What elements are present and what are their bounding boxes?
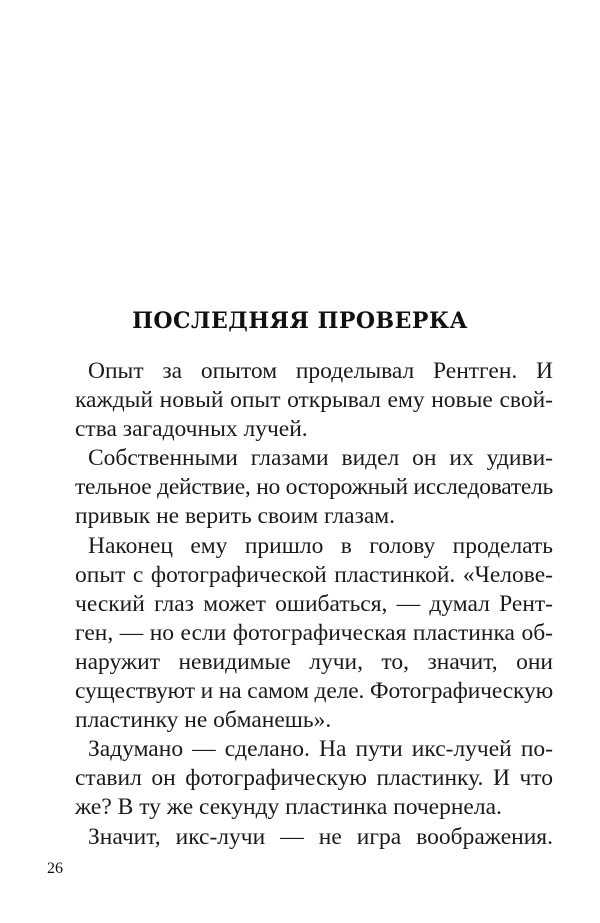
text-line: опыт с фотографической пластинкой. «Челове- <box>75 561 553 588</box>
text-line: ген, — но если фотографическая пластинка об- <box>75 619 553 646</box>
text-line: Задумано — сделано. На пути икс-лучей по- <box>88 736 553 763</box>
text-line: существуют и на самом деле. Фотографическую <box>75 678 553 705</box>
text-line: ставил он фотографическую пластинку. И что <box>75 765 553 792</box>
text-line: пластинку не обманешь». <box>75 707 332 734</box>
text-line: ства загадочных лучей. <box>75 416 308 443</box>
text-line: Наконец ему пришло в голову проделать <box>88 532 553 559</box>
page-number: 26 <box>47 860 63 877</box>
text-line: тельное действие, но осторожный исследователь <box>75 474 553 501</box>
chapter-title: ПОСЛЕДНЯЯ ПРОВЕРКА <box>132 308 468 334</box>
text-line: привык не верить своим глазам. <box>75 503 396 530</box>
text-line: Опыт за опытом проделывал Рентген. И <box>88 358 553 384</box>
text-line: же? В ту же секунду пластинка почернела. <box>75 794 502 821</box>
text-line: наружит невидимые лучи, то, значит, они <box>75 648 553 675</box>
body-text <box>75 357 553 852</box>
text-line: Значит, икс-лучи — не игра воображения. <box>88 823 553 850</box>
text-line: ческий глаз может ошибаться, — думал Рент- <box>75 590 553 617</box>
text-line: каждый новый опыт открывал ему новые свой- <box>75 387 553 414</box>
text-line: Собственными глазами видел он их удиви- <box>88 445 553 472</box>
